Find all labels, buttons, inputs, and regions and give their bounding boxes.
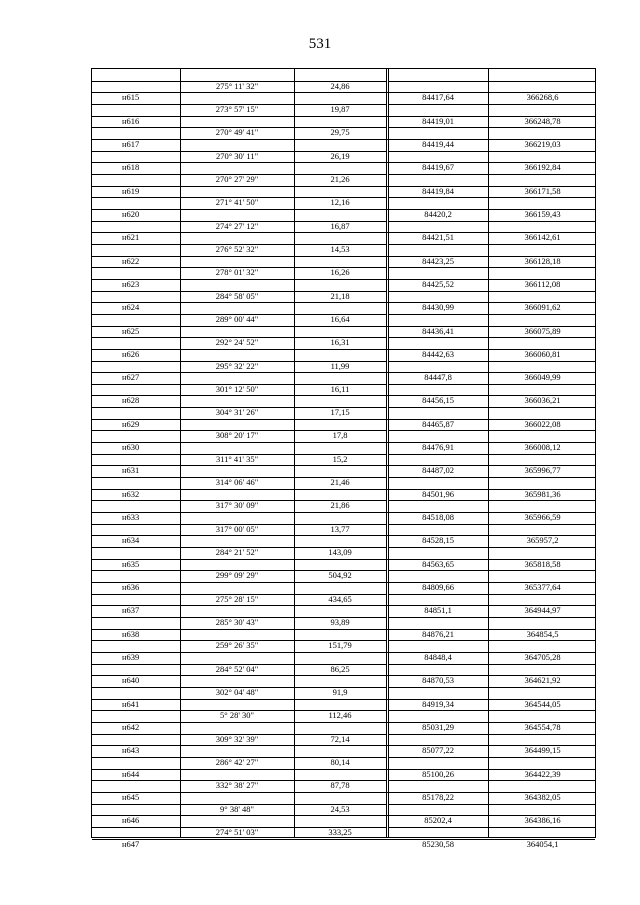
point-x: 84430,99 xyxy=(422,302,454,313)
row-divider xyxy=(92,664,180,665)
row-divider xyxy=(92,722,595,723)
segment-angle: 308° 20' 17" xyxy=(215,430,259,441)
row-divider xyxy=(92,302,595,303)
point-name: н643 xyxy=(122,745,140,756)
segment-length: 91,9 xyxy=(332,686,348,697)
point-x: 84563,65 xyxy=(422,558,454,569)
row-divider xyxy=(388,687,595,688)
point-name: н621 xyxy=(122,232,140,243)
row-divider xyxy=(92,162,595,163)
page-number: 531 xyxy=(308,36,332,52)
point-y: 366219,03 xyxy=(524,138,561,149)
segment-angle: 271° 41' 50" xyxy=(215,197,259,208)
row-divider xyxy=(388,804,595,805)
segment-angle: 270° 49' 41" xyxy=(215,127,259,138)
segment-length: 14,53 xyxy=(330,243,350,254)
row-divider xyxy=(92,267,180,268)
point-name: н623 xyxy=(122,278,140,289)
point-y: 366112,08 xyxy=(524,278,561,289)
segment-length: 16,11 xyxy=(330,383,350,394)
point-name: н635 xyxy=(122,558,140,569)
segment-length: 16,26 xyxy=(330,267,350,278)
row-divider xyxy=(92,174,180,175)
point-name: н637 xyxy=(122,605,140,616)
point-y: 366159,43 xyxy=(524,208,561,219)
segment-length: 21,46 xyxy=(330,477,350,488)
row-divider xyxy=(388,384,595,385)
row-divider xyxy=(92,594,180,595)
row-divider xyxy=(92,792,595,793)
point-y: 365996,77 xyxy=(524,465,561,476)
row-divider xyxy=(92,454,180,455)
point-y: 364422,39 xyxy=(524,768,561,779)
point-x: 84456,15 xyxy=(422,395,454,406)
point-x: 84419,67 xyxy=(422,162,454,173)
point-name: н617 xyxy=(122,138,140,149)
segment-length: 93,89 xyxy=(330,617,350,628)
point-name: н627 xyxy=(122,372,140,383)
row-divider xyxy=(92,256,595,257)
point-y: 364054,1 xyxy=(526,838,559,849)
point-y: 366248,78 xyxy=(524,115,561,126)
row-divider xyxy=(92,734,180,735)
row-divider xyxy=(180,174,386,175)
row-divider xyxy=(180,221,386,222)
segment-angle: 274° 51' 03" xyxy=(215,826,259,837)
segment-length: 16,87 xyxy=(330,220,350,231)
segment-angle: 299° 09' 29" xyxy=(215,570,259,581)
point-y: 366128,18 xyxy=(524,255,561,266)
row-divider xyxy=(92,465,595,466)
row-divider xyxy=(388,127,595,128)
row-divider xyxy=(92,780,180,781)
point-name: н634 xyxy=(122,535,140,546)
row-divider xyxy=(388,780,595,781)
segment-angle: 278° 01' 32" xyxy=(215,267,259,278)
segment-length: 21,26 xyxy=(330,173,350,184)
row-divider xyxy=(180,827,386,828)
row-divider xyxy=(388,710,595,711)
row-divider xyxy=(92,640,180,641)
row-divider xyxy=(92,769,595,770)
point-x: 84419,44 xyxy=(422,138,454,149)
segment-length: 24,86 xyxy=(330,80,350,91)
row-divider xyxy=(180,664,386,665)
point-y: 364705,28 xyxy=(524,652,561,662)
point-x: 84919,34 xyxy=(422,698,454,709)
segment-angle: 5° 28' 30" xyxy=(220,710,254,721)
point-y: 365957,2 xyxy=(526,535,559,546)
row-divider xyxy=(92,745,595,746)
segment-length: 434,65 xyxy=(328,593,352,604)
row-divider xyxy=(180,710,386,711)
segment-angle: 275° 28' 15" xyxy=(215,593,259,604)
segment-angle: 284° 52' 04" xyxy=(215,663,259,674)
point-x: 84501,96 xyxy=(422,488,454,499)
row-divider xyxy=(92,384,180,385)
row-divider xyxy=(180,337,386,338)
point-y: 366075,89 xyxy=(524,325,561,336)
segment-length: 21,18 xyxy=(330,290,350,301)
row-divider xyxy=(92,559,595,560)
row-divider xyxy=(92,500,180,501)
point-y: 366049,99 xyxy=(524,372,561,383)
row-divider xyxy=(92,314,180,315)
point-y: 364499,15 xyxy=(524,745,561,756)
row-divider xyxy=(180,104,386,105)
row-divider xyxy=(180,151,386,152)
row-divider xyxy=(92,92,595,93)
row-divider xyxy=(180,361,386,362)
segment-angle: 276° 52' 32" xyxy=(215,243,259,254)
row-divider xyxy=(92,349,595,350)
row-divider xyxy=(180,477,386,478)
point-y: 365377,64 xyxy=(524,582,561,593)
row-divider xyxy=(388,827,595,828)
point-name: н642 xyxy=(122,721,140,732)
point-name: н632 xyxy=(122,488,140,499)
segment-angle: 274° 27' 12" xyxy=(215,220,259,231)
segment-angle: 289° 00' 44" xyxy=(215,313,259,324)
row-divider xyxy=(92,81,180,82)
row-divider xyxy=(92,232,595,233)
row-divider xyxy=(388,361,595,362)
row-divider xyxy=(388,640,595,641)
point-y: 364621,92 xyxy=(524,675,561,686)
point-x: 84528,15 xyxy=(422,535,454,546)
point-name: н631 xyxy=(122,465,140,476)
segment-angle: 292° 24' 52" xyxy=(215,337,259,348)
row-divider xyxy=(180,197,386,198)
row-divider xyxy=(180,570,386,571)
row-divider xyxy=(92,489,595,490)
row-divider xyxy=(388,151,595,152)
row-divider xyxy=(180,291,386,292)
coordinates-table xyxy=(91,68,596,849)
segment-length: 87,78 xyxy=(330,780,350,791)
row-divider xyxy=(388,617,595,618)
segment-length: 24,53 xyxy=(330,803,350,814)
point-x: 85202,4 xyxy=(424,815,452,826)
segment-length: 21,86 xyxy=(330,500,350,511)
row-divider xyxy=(92,710,180,711)
point-y: 365981,36 xyxy=(524,488,561,499)
row-divider xyxy=(92,570,180,571)
point-name: н646 xyxy=(122,815,140,826)
row-divider xyxy=(92,605,595,606)
row-divider xyxy=(180,617,386,618)
row-divider xyxy=(180,757,386,758)
row-divider xyxy=(92,361,180,362)
point-x: 85230,58 xyxy=(422,838,454,849)
row-divider xyxy=(92,197,180,198)
segment-length: 17,8 xyxy=(332,430,348,441)
point-x: 84442,63 xyxy=(422,348,454,359)
point-name: н633 xyxy=(122,512,140,523)
segment-length: 15,2 xyxy=(332,453,348,464)
row-divider xyxy=(92,675,595,676)
row-divider xyxy=(92,839,595,840)
point-name: н644 xyxy=(122,768,140,779)
point-name: н641 xyxy=(122,698,140,709)
row-divider xyxy=(180,430,386,431)
point-name: н630 xyxy=(122,442,140,453)
point-name: н636 xyxy=(122,582,140,593)
row-divider xyxy=(180,640,386,641)
point-x: 84421,51 xyxy=(422,232,454,243)
row-divider xyxy=(180,384,386,385)
segment-angle: 317° 00' 05" xyxy=(215,523,259,534)
row-divider xyxy=(180,454,386,455)
segment-angle: 285° 30' 43" xyxy=(215,617,259,628)
point-name: н629 xyxy=(122,418,140,429)
row-divider xyxy=(180,407,386,408)
segment-length: 16,31 xyxy=(330,337,350,348)
row-divider xyxy=(92,279,595,280)
point-x: 85031,29 xyxy=(422,721,454,732)
row-divider xyxy=(92,337,180,338)
segment-angle: 309° 32' 39" xyxy=(215,733,259,744)
point-y: 365966,59 xyxy=(524,512,561,523)
row-divider xyxy=(388,757,595,758)
segment-length: 72,14 xyxy=(330,733,350,744)
row-divider xyxy=(92,757,180,758)
segment-length: 11,99 xyxy=(330,360,350,371)
row-divider xyxy=(92,512,595,513)
row-divider xyxy=(92,372,595,373)
row-divider xyxy=(388,104,595,105)
row-divider xyxy=(92,186,595,187)
point-x: 84420,2 xyxy=(424,208,452,219)
row-divider xyxy=(92,139,595,140)
segment-length: 12,16 xyxy=(330,197,350,208)
point-name: н622 xyxy=(122,255,140,266)
point-name: н639 xyxy=(122,652,140,662)
segment-length: 29,75 xyxy=(330,127,350,138)
point-y: 366060,81 xyxy=(524,348,561,359)
segment-angle: 295° 32' 22" xyxy=(215,360,259,371)
row-divider xyxy=(180,594,386,595)
point-y: 365818,58 xyxy=(524,558,561,569)
segment-angle: 9° 38' 48" xyxy=(220,803,254,814)
row-divider xyxy=(92,652,595,653)
segment-angle: 270° 30' 11" xyxy=(215,150,259,161)
point-y: 366036,21 xyxy=(524,395,561,406)
point-x: 85077,22 xyxy=(422,745,454,756)
point-name: н645 xyxy=(122,791,140,802)
row-divider xyxy=(92,477,180,478)
row-divider xyxy=(388,81,595,82)
point-x: 84419,84 xyxy=(422,185,454,196)
point-y: 364944,97 xyxy=(524,605,561,616)
point-y: 364382,05 xyxy=(524,791,561,802)
point-x: 84870,53 xyxy=(422,675,454,686)
segment-length: 86,25 xyxy=(330,663,350,674)
row-divider xyxy=(388,454,595,455)
segment-angle: 275° 11' 32" xyxy=(215,80,259,91)
row-divider xyxy=(92,547,180,548)
point-name: н620 xyxy=(122,208,140,219)
segment-angle: 259° 26' 35" xyxy=(215,640,259,651)
segment-length: 13,77 xyxy=(330,523,350,534)
row-divider xyxy=(388,734,595,735)
segment-angle: 317° 30' 09" xyxy=(215,500,259,511)
point-x: 84487,02 xyxy=(422,465,454,476)
point-y: 364386,16 xyxy=(524,815,561,826)
point-y: 366142,61 xyxy=(524,232,561,243)
point-name: н628 xyxy=(122,395,140,406)
point-x: 84436,41 xyxy=(422,325,454,336)
row-divider xyxy=(92,617,180,618)
row-divider xyxy=(180,500,386,501)
row-divider xyxy=(92,104,180,105)
row-divider xyxy=(388,407,595,408)
row-divider xyxy=(92,209,595,210)
point-y: 366091,62 xyxy=(524,302,561,313)
row-divider xyxy=(92,419,595,420)
point-x: 84876,21 xyxy=(422,628,454,639)
row-divider xyxy=(388,197,595,198)
segment-angle: 273° 57' 15" xyxy=(215,103,259,114)
row-divider xyxy=(180,780,386,781)
segment-angle: 302° 04' 48" xyxy=(215,686,259,697)
point-y: 364854,5 xyxy=(526,628,559,639)
segment-length: 112,46 xyxy=(328,710,352,721)
segment-length: 151,79 xyxy=(328,640,352,651)
segment-angle: 332° 38' 27" xyxy=(215,780,259,791)
point-name: н615 xyxy=(122,92,140,103)
segment-angle: 304° 31' 26" xyxy=(215,407,259,418)
point-name: н619 xyxy=(122,185,140,196)
segment-length: 333,25 xyxy=(328,826,352,837)
row-divider xyxy=(388,547,595,548)
point-name: н647 xyxy=(122,838,140,849)
segment-angle: 284° 21' 52" xyxy=(215,547,259,558)
row-divider xyxy=(92,291,180,292)
segment-angle: 270° 27' 29" xyxy=(215,173,259,184)
row-divider xyxy=(180,734,386,735)
point-x: 84518,08 xyxy=(422,512,454,523)
row-divider xyxy=(92,407,180,408)
row-divider xyxy=(92,827,180,828)
point-name: н626 xyxy=(122,348,140,359)
row-divider xyxy=(92,244,180,245)
row-divider xyxy=(388,430,595,431)
row-divider xyxy=(92,629,595,630)
row-divider xyxy=(180,547,386,548)
segment-length: 26,19 xyxy=(330,150,350,161)
point-x: 84417,64 xyxy=(422,92,454,103)
point-x: 84419,01 xyxy=(422,115,454,126)
point-x: 85178,22 xyxy=(422,791,454,802)
row-divider xyxy=(92,151,180,152)
row-divider xyxy=(388,477,595,478)
point-y: 366022,08 xyxy=(524,418,561,429)
point-y: 366008,12 xyxy=(524,442,561,453)
row-divider xyxy=(388,664,595,665)
segment-angle: 314° 06' 46" xyxy=(215,477,259,488)
row-divider xyxy=(180,244,386,245)
row-divider xyxy=(388,267,595,268)
point-y: 364554,78 xyxy=(524,721,561,732)
row-divider xyxy=(92,116,595,117)
point-y: 366268,6 xyxy=(526,92,559,103)
row-divider xyxy=(92,699,595,700)
row-divider xyxy=(92,815,595,816)
row-divider xyxy=(92,395,595,396)
row-divider xyxy=(180,804,386,805)
row-divider xyxy=(92,442,595,443)
row-divider xyxy=(388,594,595,595)
point-name: н624 xyxy=(122,302,140,313)
row-divider xyxy=(388,221,595,222)
row-divider xyxy=(92,221,180,222)
point-x: 84447,8 xyxy=(424,372,452,383)
point-name: н640 xyxy=(122,675,140,686)
row-divider xyxy=(388,244,595,245)
row-divider xyxy=(388,314,595,315)
point-x: 85100,26 xyxy=(422,768,454,779)
row-divider xyxy=(180,524,386,525)
point-y: 366192,84 xyxy=(524,162,561,173)
row-divider xyxy=(388,570,595,571)
row-divider xyxy=(180,687,386,688)
point-x: 84809,66 xyxy=(422,582,454,593)
row-divider xyxy=(92,430,180,431)
segment-angle: 301° 12' 50" xyxy=(215,383,259,394)
point-name: н616 xyxy=(122,115,140,126)
point-x: 84425,52 xyxy=(422,278,454,289)
segment-length: 16,64 xyxy=(330,313,350,324)
row-divider xyxy=(92,804,180,805)
point-y: 366171,58 xyxy=(524,185,561,196)
row-divider xyxy=(388,524,595,525)
point-y: 364544,05 xyxy=(524,698,561,709)
row-divider xyxy=(92,326,595,327)
row-divider xyxy=(388,337,595,338)
point-x: 84848,4 xyxy=(424,652,452,662)
segment-length: 19,87 xyxy=(330,103,350,114)
point-x: 84851,1 xyxy=(424,605,452,616)
segment-length: 504,92 xyxy=(328,570,352,581)
segment-length: 17,15 xyxy=(330,407,350,418)
point-x: 84423,25 xyxy=(422,255,454,266)
row-divider xyxy=(92,524,180,525)
row-divider xyxy=(388,291,595,292)
point-name: н625 xyxy=(122,325,140,336)
segment-angle: 311° 41' 35" xyxy=(215,453,259,464)
segment-length: 143,09 xyxy=(328,547,352,558)
row-divider xyxy=(92,127,180,128)
row-divider xyxy=(388,500,595,501)
point-name: н638 xyxy=(122,628,140,639)
row-divider xyxy=(180,267,386,268)
row-divider xyxy=(388,174,595,175)
point-x: 84465,87 xyxy=(422,418,454,429)
point-name: н618 xyxy=(122,162,140,173)
point-x: 84476,91 xyxy=(422,442,454,453)
segment-angle: 286° 42' 27" xyxy=(215,756,259,767)
row-divider xyxy=(92,582,595,583)
row-divider xyxy=(180,127,386,128)
segment-angle: 284° 58' 05" xyxy=(215,290,259,301)
segment-length: 80,14 xyxy=(330,756,350,767)
row-divider xyxy=(180,81,386,82)
row-divider xyxy=(92,687,180,688)
row-divider xyxy=(180,314,386,315)
row-divider xyxy=(92,535,595,536)
